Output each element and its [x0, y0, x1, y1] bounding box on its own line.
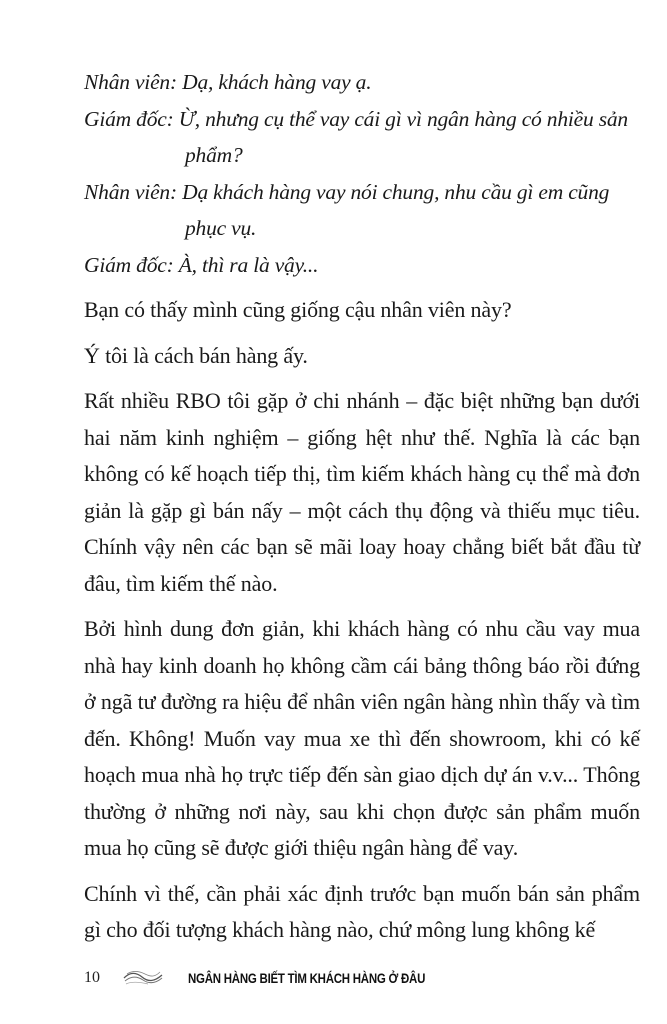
dialogue-text: Dạ, khách hàng vay ạ.: [182, 70, 372, 94]
running-title: NGÂN HÀNG BIẾT TÌM KHÁCH HÀNG Ở ĐÂU: [188, 970, 426, 986]
paragraph: Ý tôi là cách bán hàng ấy.: [84, 342, 308, 368]
dialogue-line: [84, 174, 640, 247]
dialogue-line: [84, 64, 640, 101]
paragraph: Rất nhiều RBO tôi gặp ở chi nhánh – đặc biệt những bạn dưới hai năm kinh nghiệm – giống hệt như thế. Nghĩa là các bạn không có kế hoạch tiếp thị, tìm kiếm khách hàng cụ thể mà đơn giản là gặp gì bán nấy – một cách thụ động và thiếu mục tiêu. Chính vậy nên các bạn sẽ mãi loay hoay chẳng biết bắt đầu từ đâu, tìm kiếm thế nào.: [84, 388, 640, 596]
paragraph: Chính vì thế, cần phải xác định trước bạn muốn bán sản phẩm gì cho đối tượng khách hàng nào, chứ mông lung không kế: [84, 880, 640, 942]
page-number: 10: [84, 969, 100, 986]
dialogue-line: [84, 101, 640, 174]
speaker: Nhân viên:: [84, 179, 177, 204]
paragraph: Bạn có thấy mình cũng giống cậu nhân viên này?: [84, 297, 512, 322]
speaker: Nhân viên:: [84, 70, 177, 94]
page-footer: [84, 965, 477, 991]
wave-ornament-icon: [122, 969, 164, 987]
speaker: Giám đốc:: [84, 106, 174, 131]
speaker: Giám đốc:: [84, 252, 174, 277]
dialogue-text: Ừ, nhưng cụ thể vay cái gì vì ngân hàng có nhiều sản phẩm?: [178, 106, 628, 167]
page-body: [84, 64, 640, 949]
paragraph: Bởi hình dung đơn giản, khi khách hàng có nhu cầu vay mua nhà hay kinh doanh họ không cầm cái bảng thông báo rồi đứng ở ngã tư đường ra hiệu để nhân viên ngân hàng nhìn thấy và tìm đến. Không! Muốn vay mua xe thì đến showroom, khi có kế hoạch mua nhà họ trực tiếp đến sàn giao dịch dự án v.v... Thông thường ở những nơi này, sau khi chọn được sản phẩm muốn mua họ cũng sẽ được giới thiệu ngân hàng để vay.: [84, 616, 640, 860]
dialogue-line: [84, 247, 640, 284]
dialogue-text: À, thì ra là vậy...: [178, 252, 319, 277]
dialogue-text: Dạ khách hàng vay nói chung, nhu cầu gì em cũng phục vụ.: [182, 179, 610, 240]
